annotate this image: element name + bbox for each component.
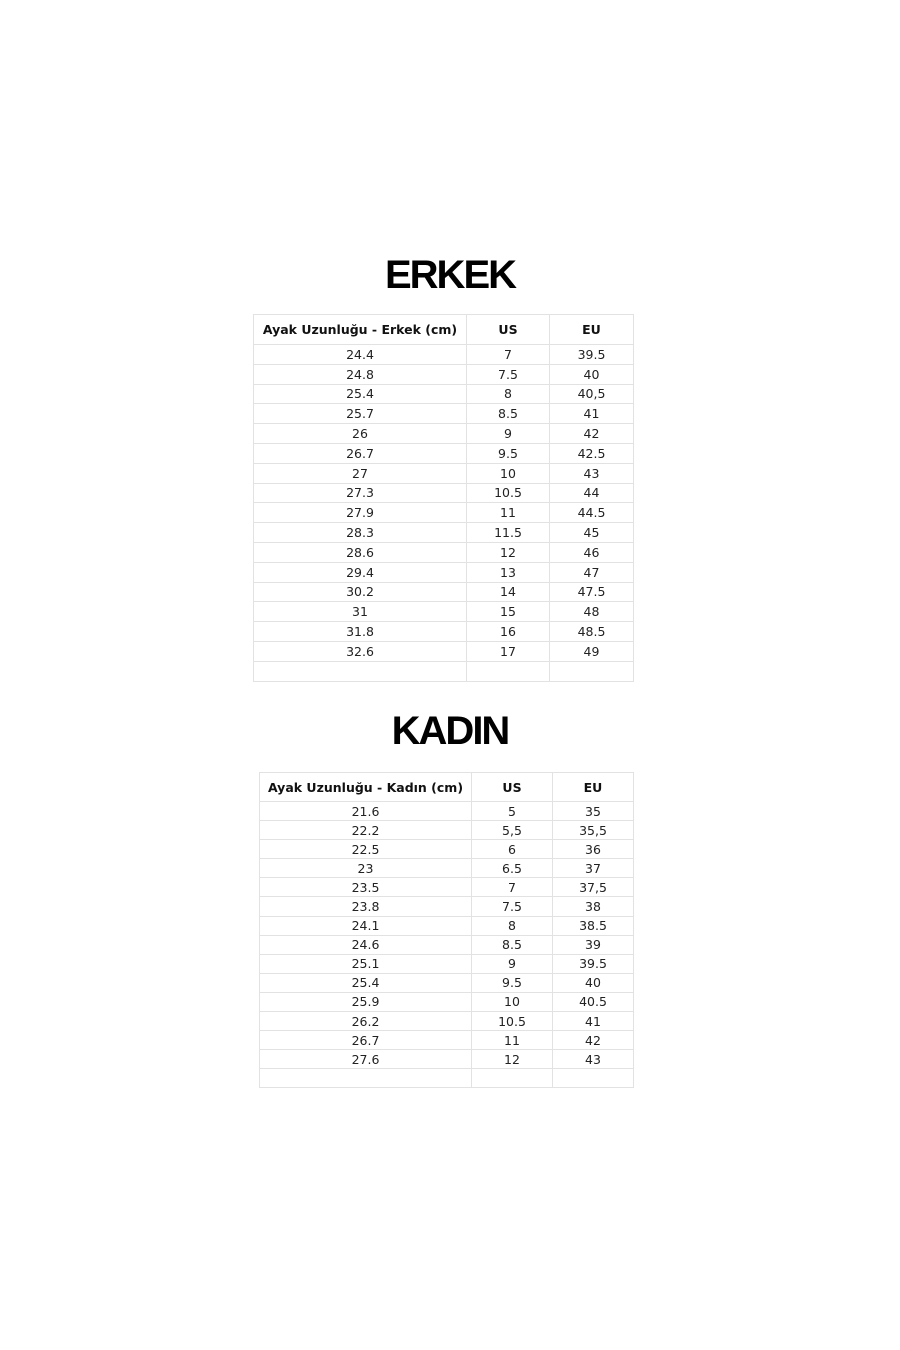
- us-size-cell: [467, 661, 550, 681]
- erkek-table-row: [254, 661, 634, 681]
- us-size-cell: 10.5: [467, 483, 550, 503]
- eu-size-cell: 40,5: [550, 384, 634, 404]
- foot-length-cell: 25.1: [260, 954, 472, 973]
- eu-size-cell: 41: [553, 1012, 634, 1031]
- eu-size-cell: 42: [553, 1031, 634, 1050]
- foot-length-cell: 22.2: [260, 821, 472, 840]
- erkek-table-row: [254, 562, 634, 582]
- eu-size-cell: 35: [553, 802, 634, 821]
- us-size-cell: 6: [472, 840, 553, 859]
- us-size-cell: 9.5: [467, 443, 550, 463]
- kadin-table-row: [260, 916, 634, 935]
- foot-length-cell: 26.2: [260, 1012, 472, 1031]
- foot-length-cell: 30.2: [254, 582, 467, 602]
- us-size-cell: 5,5: [472, 821, 553, 840]
- eu-size-cell: 48: [550, 602, 634, 622]
- foot-length-cell: 28.6: [254, 542, 467, 562]
- foot-length-cell: 25.4: [260, 973, 472, 992]
- kadin-table-row: [260, 897, 634, 916]
- erkek-table-row: [254, 503, 634, 523]
- erkek-header-row: [254, 315, 634, 345]
- eu-size-cell: 36: [553, 840, 634, 859]
- foot-length-cell: 29.4: [254, 562, 467, 582]
- kadin-table-row: [260, 973, 634, 992]
- us-size-cell: 16: [467, 622, 550, 642]
- erkek-table-row: [254, 483, 634, 503]
- us-size-cell: 12: [467, 542, 550, 562]
- us-size-cell: 11: [467, 503, 550, 523]
- us-size-cell: 10.5: [472, 1012, 553, 1031]
- eu-size-cell: 49: [550, 641, 634, 661]
- foot-length-cell: 26: [254, 424, 467, 444]
- us-size-cell: 7.5: [472, 897, 553, 916]
- us-size-cell: 5: [472, 802, 553, 821]
- us-size-cell: 8.5: [472, 935, 553, 954]
- us-size-cell: 6.5: [472, 859, 553, 878]
- eu-size-cell: 41: [550, 404, 634, 424]
- us-size-cell: 11: [472, 1031, 553, 1050]
- foot-length-cell: 21.6: [260, 802, 472, 821]
- kadin-header-us: US: [472, 773, 553, 802]
- foot-length-cell: 27.3: [254, 483, 467, 503]
- eu-size-cell: 40: [553, 973, 634, 992]
- erkek-table-row: [254, 364, 634, 384]
- erkek-header-length: Ayak Uzunluğu - Erkek (cm): [254, 315, 467, 345]
- foot-length-cell: 27: [254, 463, 467, 483]
- kadin-header-eu: EU: [553, 773, 634, 802]
- us-size-cell: 11.5: [467, 523, 550, 543]
- foot-length-cell: [254, 661, 467, 681]
- foot-length-cell: 22.5: [260, 840, 472, 859]
- erkek-size-table: [253, 314, 634, 682]
- kadin-table-row: [260, 821, 634, 840]
- eu-size-cell: 42.5: [550, 443, 634, 463]
- eu-size-cell: 44: [550, 483, 634, 503]
- foot-length-cell: 23.8: [260, 897, 472, 916]
- us-size-cell: 9.5: [472, 973, 553, 992]
- erkek-table-row: [254, 523, 634, 543]
- kadin-table-row: [260, 802, 634, 821]
- eu-size-cell: 44.5: [550, 503, 634, 523]
- erkek-table-row: [254, 345, 634, 365]
- eu-size-cell: 45: [550, 523, 634, 543]
- erkek-table-row: [254, 463, 634, 483]
- us-size-cell: 9: [467, 424, 550, 444]
- foot-length-cell: 25.7: [254, 404, 467, 424]
- eu-size-cell: 43: [550, 463, 634, 483]
- kadin-table-row: [260, 1031, 634, 1050]
- erkek-header-eu: EU: [550, 315, 634, 345]
- kadin-table-row: [260, 1012, 634, 1031]
- kadin-header-row: [260, 773, 634, 802]
- eu-size-cell: 38.5: [553, 916, 634, 935]
- foot-length-cell: 25.9: [260, 992, 472, 1011]
- eu-size-cell: 42: [550, 424, 634, 444]
- eu-size-cell: 43: [553, 1050, 634, 1069]
- erkek-table-row: [254, 582, 634, 602]
- foot-length-cell: 28.3: [254, 523, 467, 543]
- kadin-table-row: [260, 859, 634, 878]
- kadin-table-row: [260, 840, 634, 859]
- eu-size-cell: 47.5: [550, 582, 634, 602]
- eu-size-cell: 39.5: [553, 954, 634, 973]
- eu-size-cell: 40: [550, 364, 634, 384]
- eu-size-cell: 39: [553, 935, 634, 954]
- foot-length-cell: 24.6: [260, 935, 472, 954]
- kadin-table-row: [260, 992, 634, 1011]
- erkek-table-row: [254, 424, 634, 444]
- erkek-table-row: [254, 443, 634, 463]
- erkek-table-row: [254, 641, 634, 661]
- eu-size-cell: 38: [553, 897, 634, 916]
- kadin-title: KADIN: [391, 709, 509, 753]
- foot-length-cell: 23: [260, 859, 472, 878]
- foot-length-cell: 31.8: [254, 622, 467, 642]
- us-size-cell: 12: [472, 1050, 553, 1069]
- foot-length-cell: 24.1: [260, 916, 472, 935]
- eu-size-cell: 35,5: [553, 821, 634, 840]
- kadin-table-row: [260, 1050, 634, 1069]
- us-size-cell: 8: [472, 916, 553, 935]
- foot-length-cell: 23.5: [260, 878, 472, 897]
- us-size-cell: 10: [472, 992, 553, 1011]
- kadin-table-row: [260, 935, 634, 954]
- us-size-cell: [472, 1069, 553, 1088]
- foot-length-cell: 31: [254, 602, 467, 622]
- us-size-cell: 7: [467, 345, 550, 365]
- kadin-header-length: Ayak Uzunluğu - Kadın (cm): [260, 773, 472, 802]
- eu-size-cell: 46: [550, 542, 634, 562]
- kadin-table-row: [260, 1069, 634, 1088]
- foot-length-cell: 26.7: [260, 1031, 472, 1050]
- us-size-cell: 9: [472, 954, 553, 973]
- foot-length-cell: 25.4: [254, 384, 467, 404]
- us-size-cell: 17: [467, 641, 550, 661]
- us-size-cell: 14: [467, 582, 550, 602]
- eu-size-cell: 39.5: [550, 345, 634, 365]
- eu-size-cell: 40.5: [553, 992, 634, 1011]
- us-size-cell: 8: [467, 384, 550, 404]
- foot-length-cell: 24.4: [254, 345, 467, 365]
- us-size-cell: 7: [472, 878, 553, 897]
- erkek-header-us: US: [467, 315, 550, 345]
- us-size-cell: 8.5: [467, 404, 550, 424]
- foot-length-cell: 27.9: [254, 503, 467, 523]
- kadin-table-row: [260, 878, 634, 897]
- kadin-table-row: [260, 954, 634, 973]
- foot-length-cell: 27.6: [260, 1050, 472, 1069]
- us-size-cell: 15: [467, 602, 550, 622]
- eu-size-cell: 48.5: [550, 622, 634, 642]
- foot-length-cell: 26.7: [254, 443, 467, 463]
- kadin-size-table: [259, 772, 634, 1088]
- erkek-table-row: [254, 622, 634, 642]
- eu-size-cell: 37: [553, 859, 634, 878]
- erkek-table-row: [254, 542, 634, 562]
- erkek-table-row: [254, 404, 634, 424]
- eu-size-cell: 47: [550, 562, 634, 582]
- eu-size-cell: [553, 1069, 634, 1088]
- erkek-table-row: [254, 384, 634, 404]
- foot-length-cell: 24.8: [254, 364, 467, 384]
- foot-length-cell: 32.6: [254, 641, 467, 661]
- eu-size-cell: [550, 661, 634, 681]
- us-size-cell: 7.5: [467, 364, 550, 384]
- us-size-cell: 10: [467, 463, 550, 483]
- erkek-table-row: [254, 602, 634, 622]
- eu-size-cell: 37,5: [553, 878, 634, 897]
- erkek-title: ERKEK: [384, 253, 516, 297]
- foot-length-cell: [260, 1069, 472, 1088]
- us-size-cell: 13: [467, 562, 550, 582]
